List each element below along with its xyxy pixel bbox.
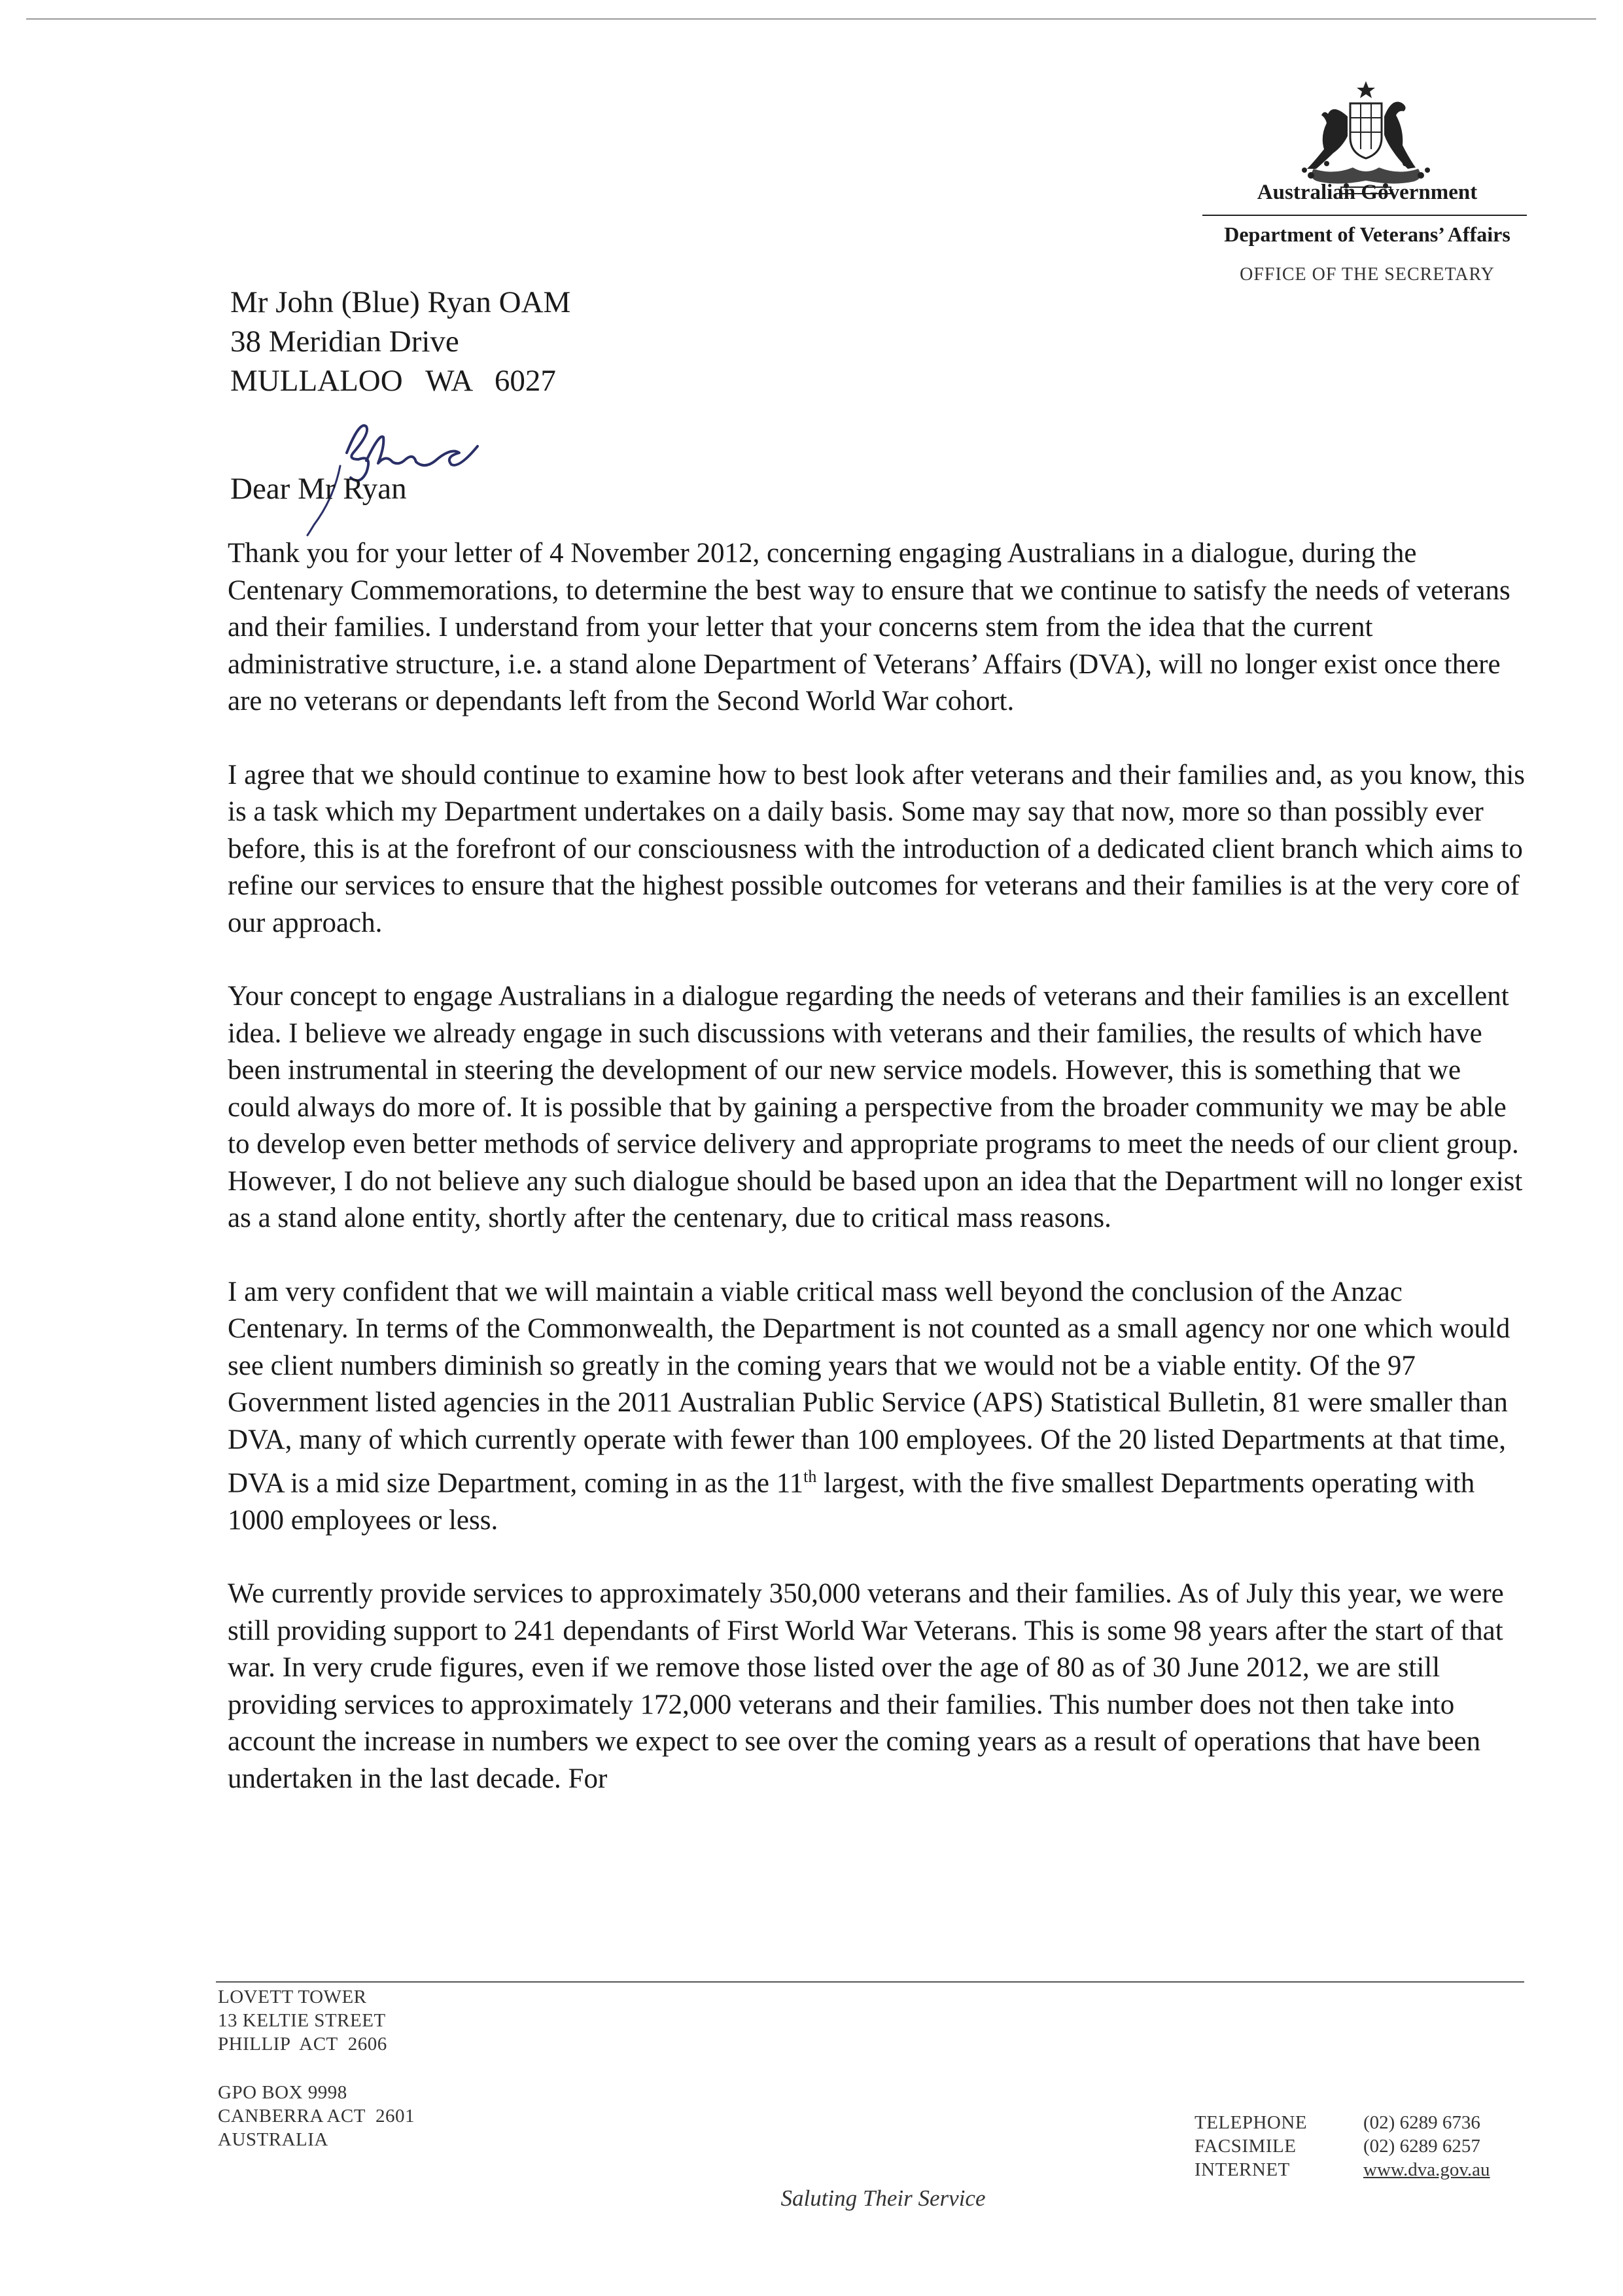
motto: Saluting Their Service	[780, 2185, 986, 2211]
contact-telephone	[1195, 2111, 1490, 2134]
facsimile-label: FACSIMILE	[1195, 2136, 1297, 2157]
street-line-3: PHILLIP ACT 2606	[218, 2034, 387, 2055]
addressee-street: 38 Meridian Drive	[230, 325, 459, 359]
street-line-2: 13 KELTIE STREET	[218, 2010, 386, 2031]
addressee-block	[230, 283, 570, 400]
contact-facsimile	[1195, 2134, 1490, 2158]
letter-body	[228, 535, 1529, 1797]
paragraph-4	[228, 1274, 1529, 1540]
facsimile-value: (02) 6289 6257	[1363, 2136, 1480, 2157]
addressee-name: Mr John (Blue) Ryan OAM	[230, 285, 571, 319]
postal-address	[218, 2081, 415, 2151]
coat-of-arms-icon	[1287, 77, 1444, 195]
ordinal-suffix: th	[803, 1467, 817, 1486]
contact-details	[1195, 2111, 1490, 2181]
internet-label: INTERNET	[1195, 2159, 1290, 2180]
addressee-locality: MULLALOO WA 6027	[230, 364, 556, 398]
department-title: Department of Veterans’ Affairs	[1224, 222, 1510, 246]
telephone-label: TELEPHONE	[1195, 2112, 1308, 2133]
header-rule	[1202, 215, 1527, 216]
contact-internet	[1195, 2158, 1490, 2181]
government-title: Australian Government	[1257, 181, 1478, 204]
scan-edge-line	[26, 18, 1596, 20]
postal-line-1: GPO BOX 9998	[218, 2082, 347, 2103]
website-link[interactable]: www.dva.gov.au	[1363, 2159, 1490, 2180]
paragraph-4-part-1: I am very confident that we will maintain a viable critical mass well beyond the conclusion of the Anzac Centenary. In terms of the Commonwealth, the Department is not counted as a small agency nor one which would see client numbers diminish so greatly in the coming years that we would not be a viable entity. Of the 97 Government listed agencies in the 2011 Australian Public Service (APS) Statistical Bulletin, 81 were smaller than DVA, many of which currently operate with fewer than 100 employees. Of the 20 listed Departments at that time, DVA is a mid size Department, coming in as the 11	[228, 1276, 1510, 1499]
paragraph-2: I agree that we should continue to examine how to best look after veterans and their families and, as you know, this is a task which my Department undertakes on a daily basis. Some may say that now, more so than possibly ever before, this is at the forefront of our consciousness with the introduction of a dedicated client branch which aims to refine our services to ensure that the highest possible outcomes for veterans and their families is at the very core of our approach.	[228, 759, 1526, 938]
postal-line-3: AUSTRALIA	[218, 2129, 328, 2150]
salutation: Dear Mr Ryan	[230, 472, 407, 506]
paragraph-4-part-2: largest, with the five smallest Departments operating with 1000 employees or less.	[228, 1468, 1475, 1536]
street-line-1: LOVETT TOWER	[218, 1987, 367, 2007]
footer-rule	[216, 1981, 1524, 1983]
paragraph-3: Your concept to engage Australians in a dialogue regarding the needs of veterans and their families is an excellent idea. I believe we already engage in such discussions with veterans and their families, the results of which have been instrumental in steering the development of our new service models. However, this is something that we could always do more of. It is possible that by gaining a perspective from the broader community we may be able to develop even better methods of service delivery and appropriate programs to meet the needs of our client group. However, I do not believe any such dialogue should be based upon an idea that the Department will no longer exist as a stand alone entity, shortly after the centenary, due to critical mass reasons.	[228, 981, 1523, 1233]
paragraph-1: Thank you for your letter of 4 November 2012, concerning engaging Australians in a dialogue, during the Centenary Commemorations, to determine the best way to ensure that we continue to satisfy the needs of veterans and their families. I understand from your letter that your concerns stem from the idea that the current administrative structure, i.e. a stand alone Department of Veterans’ Affairs (DVA), will no longer exist once there are no veterans or dependants left from the Second World War cohort.	[228, 538, 1510, 716]
postal-line-2: CANBERRA ACT 2601	[218, 2106, 415, 2127]
office-title: OFFICE OF THE SECRETARY	[1240, 264, 1495, 285]
telephone-value: (02) 6289 6736	[1363, 2112, 1480, 2133]
street-address	[218, 1985, 387, 2056]
paragraph-5: We currently provide services to approximately 350,000 veterans and their families. As of July this year, we were still providing support to 241 dependants of First World War Veterans. This is some 98 years after the start of that war. In very crude figures, even if we remove those listed over the age of 80 as of 30 June 2012, we are still providing services to approximately 172,000 veterans and their families. This number does not then take into account the increase in numbers we expect to see over the coming years as a result of operations that have been undertaken in the last decade. For	[228, 1578, 1504, 1794]
